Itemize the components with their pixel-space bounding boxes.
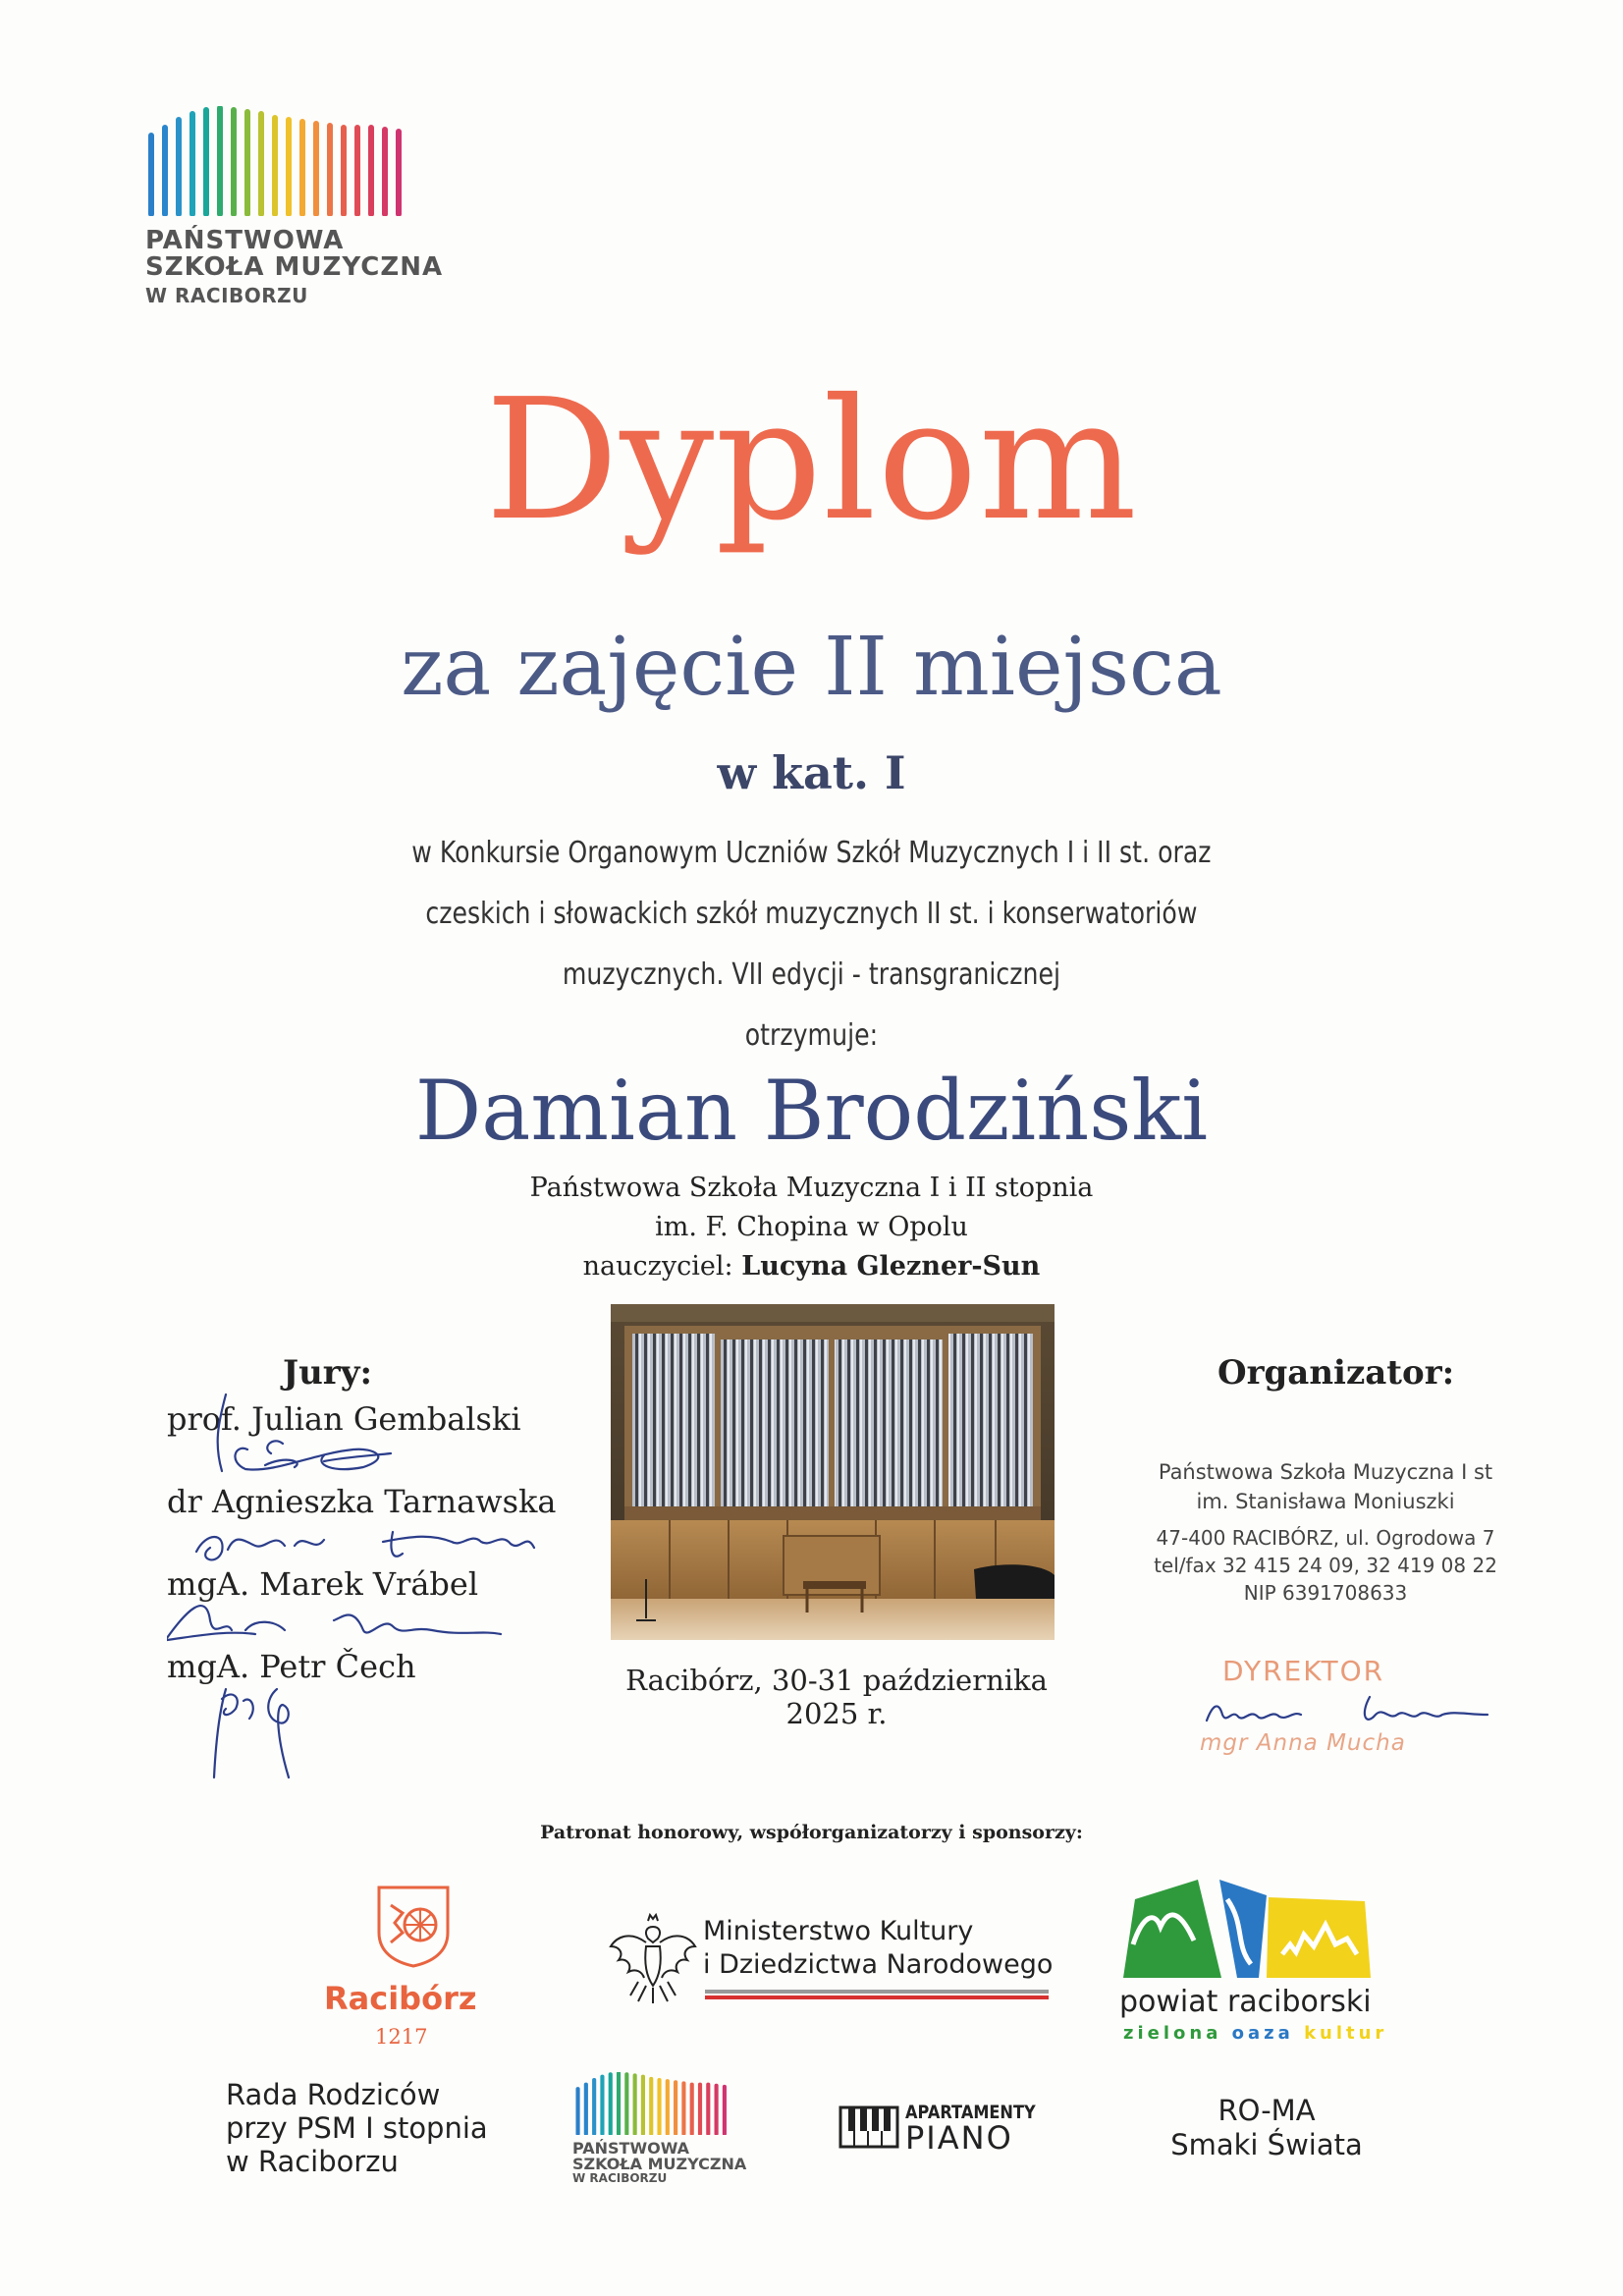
organizer-stamp: [1129, 1457, 1522, 1516]
psm-small-logo-text: [572, 2141, 746, 2184]
school-line2: im. F. Chopina w Opolu: [655, 1212, 968, 1242]
ministry-line2: i Dziedzictwa Narodowego: [703, 1949, 1054, 1980]
director-signature: [1203, 1685, 1507, 1734]
jury-member: prof. Julian Gembalski: [167, 1400, 521, 1438]
school-logo-line3: W RACIBORZU: [145, 283, 308, 307]
psm-small-line1: PAŃSTWOWA: [572, 2139, 690, 2158]
diploma-subtitle: za zajęcie II miejsca: [401, 621, 1222, 714]
raciborz-crest-icon: [373, 1884, 454, 1968]
ministry-name: [703, 1915, 1053, 1982]
roma-line1: RO-MA: [1217, 2094, 1316, 2127]
psm-small-logo-bars: [574, 2072, 731, 2135]
diploma-description: [130, 823, 1493, 1066]
description-line: czeskich i słowackich szkół muzycznych II st. i konserwatoriów: [425, 897, 1198, 931]
school-line1: Państwowa Szkoła Muzyczna I i II stopnia: [529, 1173, 1094, 1203]
school-logo-line1: PAŃSTWOWA: [145, 226, 345, 255]
director-name: mgr Anna Mucha: [1200, 1730, 1406, 1756]
organ-photo: [611, 1304, 1055, 1640]
ministry-divider: [705, 1990, 1049, 1994]
raciborz-year: 1217: [375, 2025, 428, 2049]
jury-signatures: [167, 1385, 560, 1797]
place-and-date: Racibórz, 30-31 października 2025 r.: [625, 1664, 1048, 1730]
diploma-category: w kat. I: [717, 746, 906, 799]
rada-line: w Raciborzu: [226, 2145, 399, 2178]
powiat-name: powiat raciborski: [1119, 1985, 1372, 2019]
piano-line1: APARTAMENTY: [905, 2102, 1036, 2123]
organizer-line: Państwowa Szkoła Muzyczna I st: [1158, 1460, 1493, 1484]
slogan-word: zielona: [1123, 2023, 1222, 2044]
teacher-label: nauczyciel:: [582, 1251, 733, 1282]
description-line: w Konkursie Organowym Uczniów Szkół Muzycznych I i II st. oraz: [411, 836, 1212, 870]
psm-small-line3: W RACIBORZU: [572, 2171, 668, 2185]
rada-rodzicow: [226, 2078, 488, 2178]
roma-sponsor: [1149, 2094, 1384, 2162]
psm-small-line2: SZKOŁA MUZYCZNA: [572, 2155, 747, 2173]
roma-line2: Smaki Świata: [1170, 2128, 1363, 2161]
recipient-school: [0, 1169, 1623, 1286]
school-logo-bars: [145, 106, 410, 216]
description-line: otrzymuje:: [744, 1018, 879, 1053]
powiat-slogan: [1123, 2023, 1387, 2044]
teacher-line: [0, 1247, 1623, 1286]
address-line: tel/fax 32 415 24 09, 32 419 08 22: [1154, 1554, 1497, 1577]
ministry-line1: Ministerstwo Kultury: [703, 1916, 974, 1946]
school-logo-text: [145, 228, 443, 306]
diploma-title: Dyplom: [484, 363, 1139, 558]
address-line: 47-400 RACIBÓRZ, ul. Ogrodowa 7: [1156, 1526, 1495, 1550]
description-line: muzycznych. VII edycji - transgranicznej: [562, 957, 1060, 992]
slogan-word: kultur: [1304, 2023, 1388, 2044]
jury-member: mgA. Marek Vrábel: [167, 1565, 479, 1603]
jury-member: dr Agnieszka Tarnawska: [167, 1483, 557, 1520]
ministry-divider-red: [705, 1995, 1049, 1999]
raciborz-name: Racibórz: [324, 1980, 477, 2017]
organizer-address: [1129, 1524, 1522, 1607]
piano-line2: PIANO: [905, 2119, 1013, 2157]
address-line: NIP 6391708633: [1243, 1581, 1408, 1605]
organizer-title: Organizator:: [1217, 1353, 1455, 1393]
jury-member: mgA. Petr Čech: [167, 1648, 416, 1685]
recipient-name: Damian Brodziński: [414, 1063, 1209, 1159]
slogan-word: oaza: [1231, 2023, 1294, 2044]
jury-title: Jury:: [283, 1353, 373, 1393]
piano-keys-icon: [839, 2100, 899, 2155]
teacher-name: Lucyna Glezner-Sun: [741, 1251, 1041, 1282]
rada-line: przy PSM I stopnia: [226, 2111, 488, 2145]
piano-logo-text: [905, 2102, 1058, 2157]
organizer-line: im. Stanisława Moniuszki: [1196, 1490, 1455, 1513]
polish-eagle-icon: [609, 1913, 697, 2007]
school-logo-line2: SZKOŁA MUZYCZNA: [145, 252, 444, 283]
rada-line: Rada Rodziców: [226, 2078, 441, 2111]
powiat-logo-icon: [1121, 1876, 1373, 1982]
director-stamp: DYREKTOR: [1222, 1655, 1385, 1687]
sponsors-heading: Patronat honorowy, współorganizatorzy i sponsorzy:: [540, 1822, 1083, 1843]
